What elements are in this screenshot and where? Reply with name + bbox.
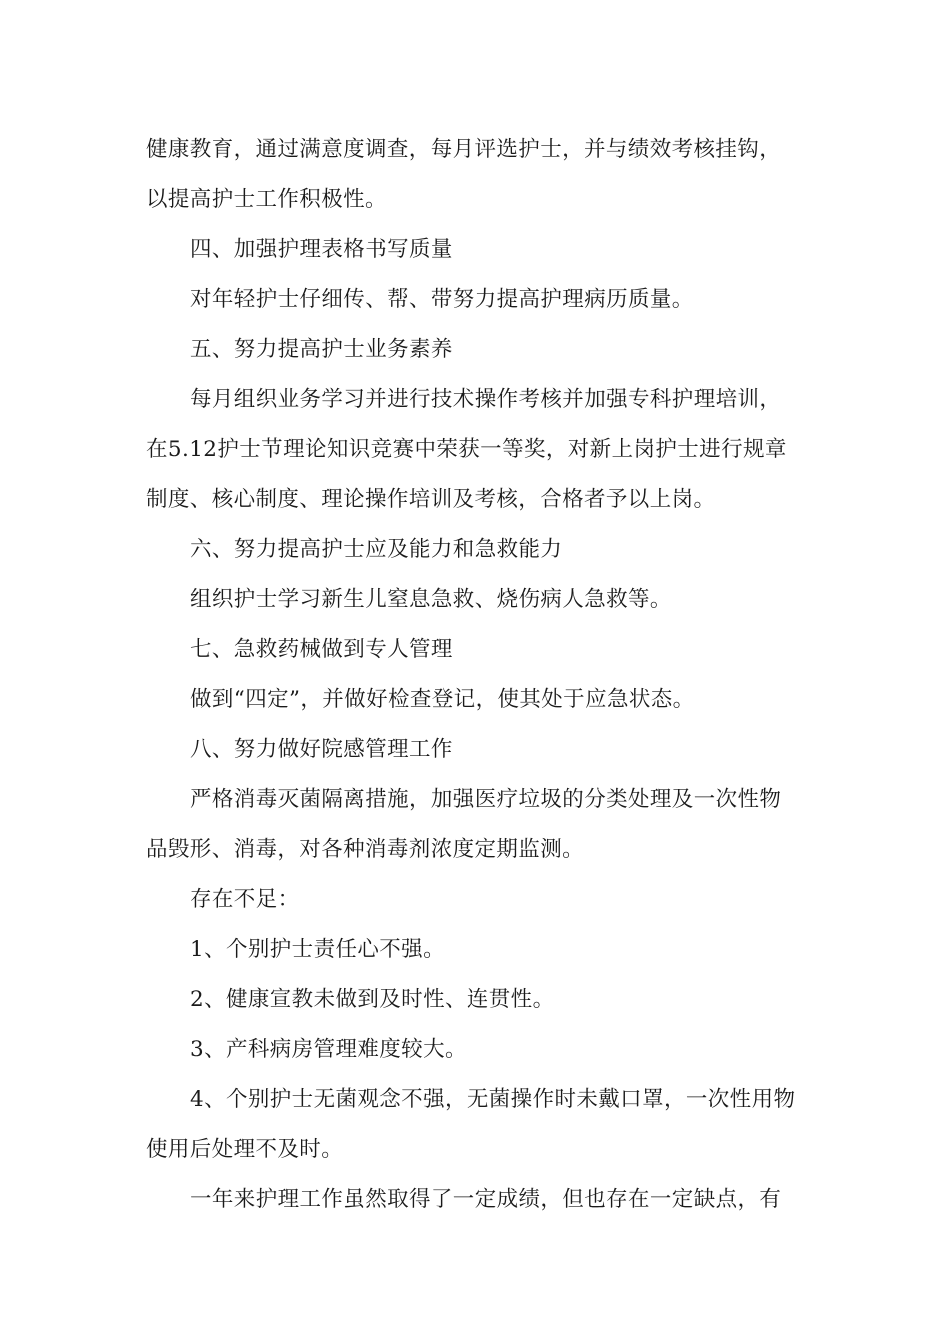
paragraph-line: 对年轻护士仔细传、帮、带努力提高护理病历质量。 — [190, 287, 694, 312]
paragraph-line: 做到“四定”，并做好检查登记，使其处于应急状态。 — [190, 687, 695, 712]
section-heading: 五、努力提高护士业务素养 — [190, 337, 453, 362]
paragraph-line: 品毁形、消毒，对各种消毒剂浓度定期监测。 — [146, 837, 585, 862]
paragraph-line: 严格消毒灭菌隔离措施，加强医疗垃圾的分类处理及一次性物 — [190, 787, 782, 812]
subsection-heading: 存在不足： — [190, 887, 300, 912]
section-heading: 七、急救药械做到专人管理 — [190, 637, 453, 662]
list-item: 4、个别护士无菌观念不强，无菌操作时未戴口罩，一次性用物 — [190, 1087, 796, 1112]
paragraph-line: 健康教育，通过满意度调查，每月评选护士，并与绩效考核挂钩， — [146, 137, 782, 162]
paragraph-line: 制度、核心制度、理论操作培训及考核，合格者予以上岗。 — [146, 487, 716, 512]
section-heading: 六、努力提高护士应及能力和急救能力 — [190, 537, 563, 562]
section-heading: 四、加强护理表格书写质量 — [190, 237, 453, 262]
list-item: 1、个别护士责任心不强。 — [190, 937, 445, 962]
list-item: 2、健康宣教未做到及时性、连贯性。 — [190, 987, 555, 1012]
paragraph-line: 以提高护士工作积极性。 — [146, 187, 387, 212]
list-item-continuation: 使用后处理不及时。 — [146, 1137, 344, 1162]
paragraph-line: 每月组织业务学习并进行技术操作考核并加强专科护理培训， — [190, 387, 782, 412]
paragraph-line: 一年来护理工作虽然取得了一定成绩，但也存在一定缺点，有 — [190, 1187, 782, 1212]
paragraph-line: 组织护士学习新生儿窒息急救、烧伤病人急救等。 — [190, 587, 672, 612]
section-heading: 八、努力做好院感管理工作 — [190, 737, 453, 762]
paragraph-line: 在5.12护士节理论知识竞赛中荣获一等奖，对新上岗护士进行规章 — [146, 437, 787, 462]
list-item: 3、产科病房管理难度较大。 — [190, 1037, 467, 1062]
